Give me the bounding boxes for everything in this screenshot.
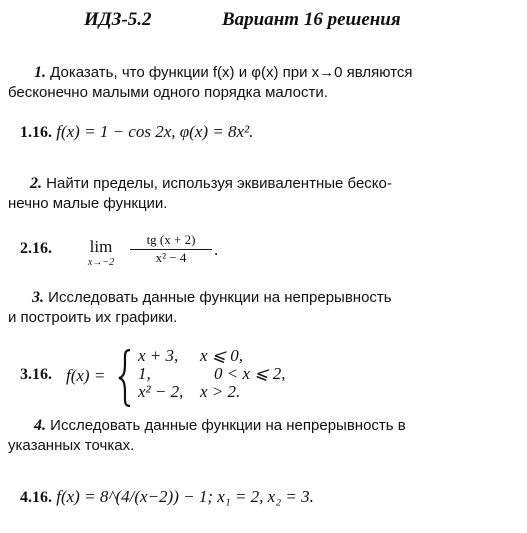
case-condition: x > 2. [200,382,241,401]
case-condition: x ⩽ 0, [200,346,244,365]
limit-word: lim [89,237,113,256]
task-4-text-line2: указанных точках. [8,437,135,454]
task-3-text-line1: Исследовать данные функции на непрерывность [48,289,392,306]
task-4-number: 4. [34,417,46,434]
formula-end-dot: . [214,240,219,259]
header [0,9,527,35]
case-expression: x² − 2, [138,382,184,401]
fraction-denominator: x² − 4 [155,250,187,265]
solution-4-formula: f(x) = 8^(4/(x−2)) − 1; x₁ = 2, x₂ = 3. [56,487,314,506]
solution-2-16 [20,232,320,276]
solution-4-16 [20,487,314,507]
task-4-text-line1: Исследовать данные функции на непрерывность в [50,417,406,434]
task-1-number: 1. [34,64,46,81]
task-3 [0,288,527,328]
fraction-numerator: tg (x + 2) [130,232,212,250]
task-3-text-line2: и построить их графики. [8,309,178,326]
case-condition: 0 < x ⩽ 2, [214,364,286,383]
task-2-number: 2. [30,175,42,192]
solution-3-label: 3.16. [20,366,52,383]
piecewise-lhs: f(x) = [66,366,106,385]
task-3-number: 3. [32,289,44,306]
solution-4-label: 4.16. [20,489,52,506]
case-expression: x + 3, [138,346,179,365]
solution-2-label: 2.16. [20,240,52,257]
page-title: ИДЗ-5.2 [84,9,152,30]
variant-title: Вариант 16 решения [222,9,401,30]
task-1 [0,63,527,103]
solution-1-16 [20,122,253,142]
case-expression: 1, [138,364,151,383]
task-2-text-line1: Найти пределы, используя эквивалентные беско- [46,175,392,192]
task-1-text-line1: Доказать, что функции f(x) и φ(x) при x→0 являются [50,64,413,81]
left-brace-icon [118,349,132,407]
task-2 [0,174,527,214]
limit-operator [76,238,126,270]
task-1-text-line2: бесконечно малыми одного порядка малости. [8,84,328,101]
task-4 [0,416,527,456]
solution-3-16 [20,347,320,407]
solution-1-label: 1.16. [20,124,52,141]
task-2-text-line2: нечно малые функции. [8,195,168,212]
solution-1-formula: f(x) = 1 − cos 2x, φ(x) = 8x². [56,122,254,141]
limit-subscript: x→−2 [87,257,115,268]
limit-fraction [130,232,212,266]
